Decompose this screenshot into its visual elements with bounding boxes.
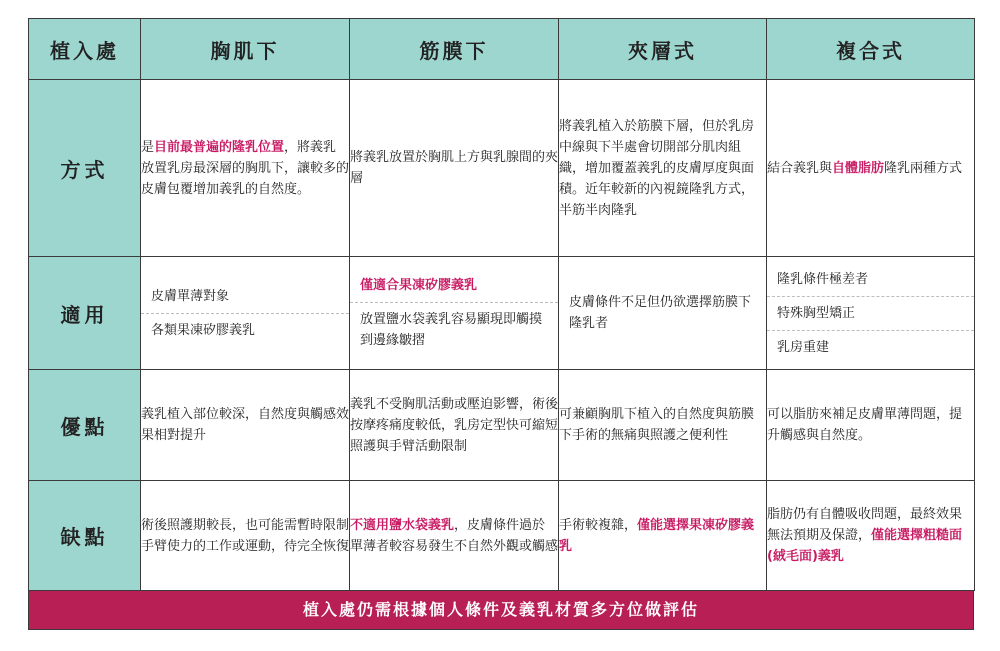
cell-text: ，皮膚條件過於單薄者較容易發生不自然外觀或觸感 xyxy=(350,517,559,554)
cell-suitable-composite xyxy=(767,257,975,370)
cell-content xyxy=(767,404,974,446)
cell-text: 結合義乳與 xyxy=(767,160,833,176)
cell-method-composite xyxy=(767,80,975,257)
table-body xyxy=(29,80,975,591)
cell-text: 放置鹽水袋義乳容易顯現即觸摸到邊緣皺摺 xyxy=(360,312,543,348)
cell-item xyxy=(350,302,558,357)
highlight-text: 自體脂肪 xyxy=(832,160,885,176)
cell-text: 手術較複雜， xyxy=(559,517,638,533)
cell-content xyxy=(767,504,974,567)
cell-disadvantages-dual-plane xyxy=(559,481,767,591)
cell-text: 乳房重建 xyxy=(777,339,830,355)
cell-text: ，將義乳放置乳房最深層的胸肌下，讓較多的皮膚包覆增加義乳的自然度。 xyxy=(141,139,350,197)
cell-text: 各類果凍矽膠義乳 xyxy=(151,322,256,338)
cell-disadvantages-submuscular xyxy=(141,481,350,591)
header-subfascial: 筋膜下 xyxy=(350,19,559,80)
breast-implant-comparison-table xyxy=(28,18,975,591)
cell-text: 皮膚單薄對象 xyxy=(151,288,230,304)
cell-content xyxy=(767,158,974,179)
cell-content xyxy=(350,394,558,457)
cell-text: 將義乳植入於筋膜下層，但於乳房中線與下半處會切開部分肌肉組織，增加覆蓋義乳的皮膚厚度與面積。近年較新的內視鏡隆乳方式，半筋半肉隆乳 xyxy=(559,118,755,218)
highlight-text: 僅能選擇粗糙面(絨毛面)義乳 xyxy=(767,528,963,564)
cell-content xyxy=(350,147,558,189)
cell-text: 術後照護期較長，也可能需暫時限制手臂使力的工作或運動，待完全恢復 xyxy=(141,517,350,554)
row-label-advantages: 優點 xyxy=(29,370,141,481)
comparison-table-wrapper xyxy=(28,18,974,630)
header-dual-plane: 夾層式 xyxy=(559,19,767,80)
highlight-text: 不適用鹽水袋義乳 xyxy=(350,517,455,533)
cell-text: 將義乳放置於胸肌上方與乳腺間的夾層 xyxy=(350,150,559,186)
highlight-text: 僅能選擇果凍矽膠義乳 xyxy=(559,517,755,554)
cell-advantages-composite xyxy=(767,370,975,481)
cell-content xyxy=(559,404,766,446)
cell-method-submuscular xyxy=(141,80,350,257)
cell-method-subfascial xyxy=(350,80,559,257)
cell-disadvantages-subfascial xyxy=(350,481,559,591)
cell-content xyxy=(141,137,349,200)
cell-item xyxy=(767,330,974,364)
header-row xyxy=(29,19,975,80)
cell-advantages-submuscular xyxy=(141,370,350,481)
cell-suitable-submuscular xyxy=(141,257,350,370)
row-label-suitable: 適用 xyxy=(29,257,141,370)
cell-item xyxy=(141,280,349,313)
cell-content xyxy=(141,515,349,557)
table-row-method xyxy=(29,80,975,257)
cell-text: 可兼顧胸肌下植入的自然度與筋膜下手術的無痛與照護之便利性 xyxy=(559,407,755,443)
cell-item xyxy=(767,263,974,296)
table-row-disadvantages xyxy=(29,481,975,591)
cell-text: 義乳植入部位較深，自然度與觸感效果相對提升 xyxy=(141,407,350,443)
cell-item xyxy=(559,286,766,340)
header-composite: 複合式 xyxy=(767,19,975,80)
cell-text: 隆乳條件極差者 xyxy=(777,271,869,287)
cell-text: 皮膚條件不足但仍欲選擇筋膜下隆乳者 xyxy=(569,295,752,331)
cell-item xyxy=(350,269,558,302)
cell-advantages-subfascial xyxy=(350,370,559,481)
header-submuscular: 胸肌下 xyxy=(141,19,350,80)
cell-text: 脂肪仍有自體吸收問題，最終效果無法預期及保證， xyxy=(767,507,963,543)
cell-item xyxy=(767,296,974,330)
cell-text: 是 xyxy=(141,139,155,155)
cell-content xyxy=(559,116,766,221)
cell-item xyxy=(141,313,349,347)
cell-method-dual-plane xyxy=(559,80,767,257)
cell-suitable-dual-plane xyxy=(559,257,767,370)
highlight-text: 僅適合果凍矽膠義乳 xyxy=(360,278,478,293)
header-placement: 植入處 xyxy=(29,19,141,80)
cell-advantages-dual-plane xyxy=(559,370,767,481)
table-row-suitable xyxy=(29,257,975,370)
highlight-text: 目前最普遍的隆乳位置 xyxy=(154,139,285,155)
cell-content xyxy=(559,515,766,557)
cell-text: 特殊胸型矯正 xyxy=(777,305,856,321)
cell-suitable-subfascial xyxy=(350,257,559,370)
row-label-method: 方式 xyxy=(29,80,141,257)
cell-content xyxy=(350,515,558,557)
cell-text: 可以脂肪來補足皮膚單薄問題，提升觸感與自然度。 xyxy=(767,407,963,443)
table-row-advantages xyxy=(29,370,975,481)
cell-content xyxy=(141,404,349,446)
cell-text: 義乳不受胸肌活動或壓迫影響，術後按摩疼痛度較低，乳房定型快可縮短照護與手臂活動限制 xyxy=(350,396,559,454)
footer-note: 植入處仍需根據個人條件及義乳材質多方位做評估 xyxy=(28,591,974,630)
cell-text: 隆乳兩種方式 xyxy=(884,160,963,176)
cell-disadvantages-composite xyxy=(767,481,975,591)
row-label-disadvantages: 缺點 xyxy=(29,481,141,591)
